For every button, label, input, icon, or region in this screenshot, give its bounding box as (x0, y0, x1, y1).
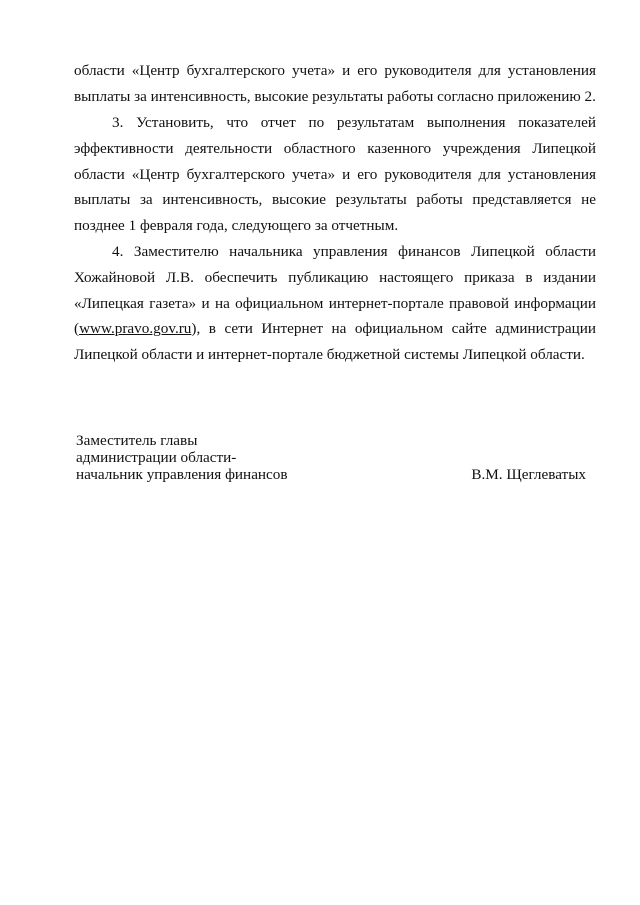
signature-title-line-3: начальник управления финансов (76, 466, 288, 483)
signatory-name: В.М. Щеглеватых (471, 466, 586, 483)
signature-title-line-2: администрации области- (76, 449, 237, 466)
pravo-gov-link[interactable]: www.pravo.gov.ru (79, 320, 192, 338)
paragraph-3: 3. Установить, что отчет по результатам выполнения показателей эффективности деятельности областного казенного учреждения Липецкой области «Центр бухгалтерского учета» и его руководителя для установления выплаты за интенсивность, высокие результаты работы представляется не позднее 1 февраля года, следующего за отчетным. (74, 114, 596, 235)
paragraph-4-text-after-link: ), в сети Интернет на официальном сайте администрации Липецкой области и интернет-портале бюджетной системы Липецкой области. (74, 320, 596, 364)
paragraph-4-text-before-link: 4. Заместителю начальника управления финансов Липецкой области Хожайновой Л.В. обеспечить публикацию настоящего приказа в издании «Липецкая газета» и на официальном интернет-портале правовой информации ( (74, 243, 596, 338)
signature-title-line-1: Заместитель главы (76, 432, 198, 449)
signature-row (76, 466, 596, 483)
signature-block (76, 432, 596, 483)
continuation-paragraph: области «Центр бухгалтерского учета» и его руководителя для установления выплаты за интенсивность, высокие результаты работы согласно приложению 2. (74, 62, 596, 105)
paragraph-4 (74, 239, 596, 368)
